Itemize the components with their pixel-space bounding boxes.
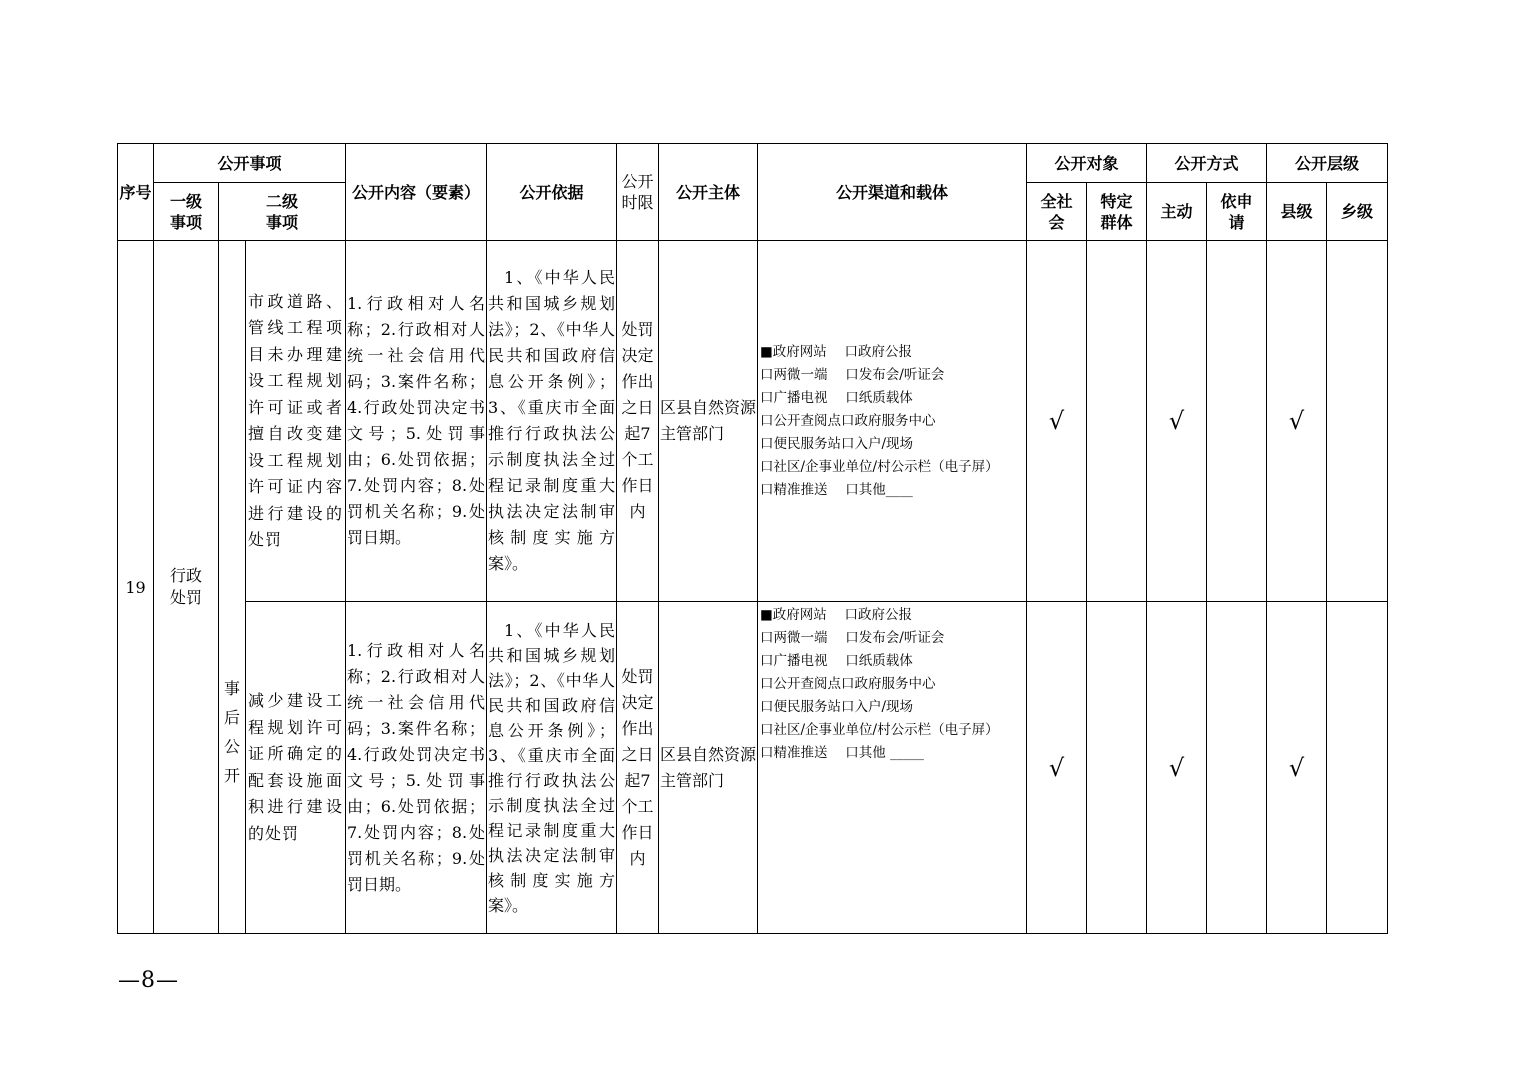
channel-line: 口便民服务站口入户/现场 [760,435,914,452]
header-level-town: 乡级 [1327,183,1388,241]
channel-line: 口公开查阅点口政府服务中心 [760,676,936,692]
check-target-specific [1087,241,1147,602]
row-stage-text: 事后公开 [223,679,240,785]
channel-list [758,602,1026,765]
row-channels [758,602,1027,934]
header-basis: 公开依据 [487,144,617,241]
row-level2-text: 市政道路、管线工程项目未办理建设工程规划许可证或者擅自改变建设工程规划许可证内容进行建设的处罚 [248,291,343,549]
channel-line: 口社区/企事业单位/村公示栏（电子屏） [760,458,999,475]
check-mode-active: √ [1147,602,1207,934]
row-time-limit-text: 处罚决定作出之日起7个工作日内 [621,320,654,521]
channel-line: 口精准推送 口其他 _____ [760,745,924,761]
channel-line: 口广播电视 口纸质载体 [760,653,913,669]
check-target-specific [1087,602,1147,934]
header-target-specific-text: 特定群体 [1100,191,1133,232]
check-mode-request [1207,241,1267,602]
header-open-items: 公开事项 [154,144,346,183]
header-target: 公开对象 [1027,144,1147,183]
channel-line: ■政府网站 口政府公报 [760,343,913,360]
row-content [346,241,487,602]
row-stage [219,241,246,934]
header-target-all [1027,183,1087,241]
header-level2-text: 二级事项 [265,191,298,232]
header-level1-text: 一级事项 [169,191,202,232]
disclosure-table [117,143,1388,934]
header-mode-request [1207,183,1267,241]
check-mode-request [1207,602,1267,934]
check-level-county: √ [1267,241,1327,602]
check-level-county: √ [1267,602,1327,934]
row-basis-text: 1、《中华人民共和国城乡规划法》；2、《中华人民共和国政府信息公开条例》；3、《重庆市全面推行行政执法公示制度执法全过程记录制度重大执法决定法制审核制度实施方案》。 [488,268,615,573]
header-mode-request-text: 依申请 [1220,191,1253,232]
row-subject [659,602,758,934]
row-content-text: 1.行政相对人名称；2.行政相对人统一社会信用代码；3.案件名称；4.行政处罚决定书文号；5.处罚事由；6.处罚依据；7.处罚内容；8.处罚机关名称；9.处罚日期。 [347,640,485,894]
channel-line: 口便民服务站口入户/现场 [760,699,914,715]
table-row [118,602,1388,934]
table-row [118,241,1388,602]
channel-line: 口两微一端 口发布会/听证会 [760,630,945,646]
header-row-1 [118,144,1388,183]
check-target-all: √ [1027,241,1087,602]
header-mode-active: 主动 [1147,183,1207,241]
row-seq: 19 [118,241,154,934]
row-content-text: 1.行政相对人名称；2.行政相对人统一社会信用代码；3.案件名称；4.行政处罚决定书文号；5.处罚事由；6.处罚依据；7.处罚内容；8.处罚机关名称；9.处罚日期。 [347,294,485,547]
channel-line: 口社区/企事业单位/村公示栏（电子屏） [760,722,999,738]
row-channels [758,241,1027,602]
row-level1-text: 行政处罚 [169,566,202,607]
channel-line: 口精准推送 口其他____ [760,481,913,498]
row-level1 [154,241,219,934]
check-target-all: √ [1027,602,1087,934]
header-channel: 公开渠道和载体 [758,144,1027,241]
channel-line: ■政府网站 口政府公报 [760,607,913,623]
row-subject [659,241,758,602]
row-basis [487,241,617,602]
row-level2 [246,241,346,602]
page-number: —8— [118,968,179,993]
row-time-limit [617,241,659,602]
check-mode-active: √ [1147,241,1207,602]
header-content: 公开内容（要素） [346,144,487,241]
row-subject-text: 区县自然资源主管部门 [660,398,757,443]
header-mode: 公开方式 [1147,144,1267,183]
header-level2 [219,183,346,241]
row-basis [487,602,617,934]
channel-line: 口公开查阅点口政府服务中心 [760,412,936,429]
header-time-limit: 公开时限 [617,144,659,241]
row-level2-text: 减少建设工程规划许可证所确定的配套设施面积进行建设的处罚 [248,691,343,843]
check-level-town [1327,602,1388,934]
header-target-all-text: 全社会 [1040,191,1073,232]
channel-line: 口两微一端 口发布会/听证会 [760,366,945,383]
row-time-limit-text: 处罚决定作出之日起7个工作日内 [621,666,654,868]
row-level2 [246,602,346,934]
header-target-specific [1087,183,1147,241]
row-time-limit [617,602,659,934]
row-content [346,602,487,934]
header-level: 公开层级 [1267,144,1388,183]
row-basis-text: 1、《中华人民共和国城乡规划法》；2、《中华人民共和国政府信息公开条例》；3、《重庆市全面推行行政执法公示制度执法全过程记录制度重大执法决定法制审核制度实施方案》。 [488,620,615,915]
header-seq: 序号 [118,144,154,241]
header-level1 [154,183,219,241]
channel-list [758,341,1026,502]
channel-line: 口广播电视 口纸质载体 [760,389,913,406]
check-level-town [1327,241,1388,602]
header-subject: 公开主体 [659,144,758,241]
header-level-county: 县级 [1267,183,1327,241]
row-subject-text: 区县自然资源主管部门 [660,744,757,790]
